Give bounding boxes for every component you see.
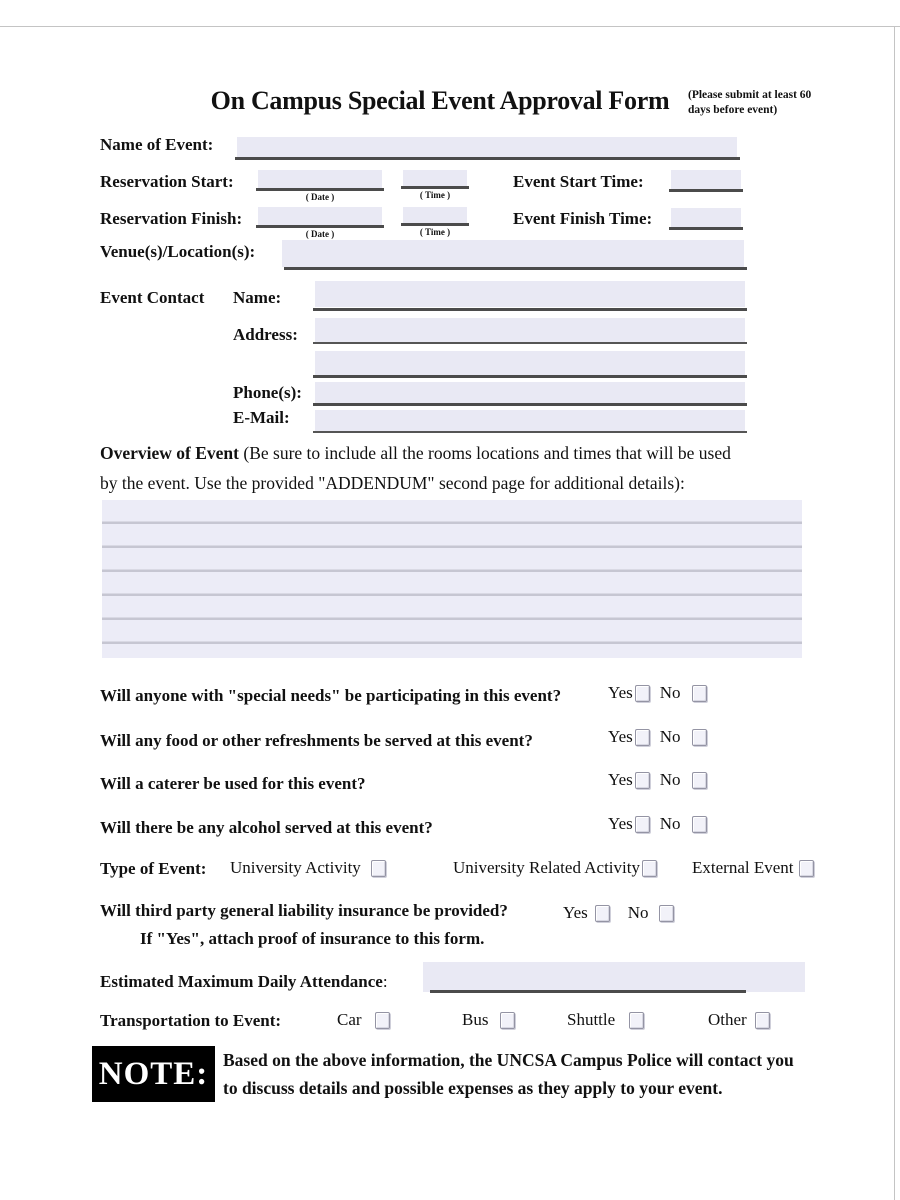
contact-address-line1-underline (313, 342, 747, 344)
attendance-underline (430, 990, 746, 993)
university-related-activity-checkbox[interactable] (642, 860, 657, 877)
question-food: Will any food or other refreshments be served at this event? (100, 731, 533, 750)
event-start-time-underline (669, 189, 743, 192)
university-activity-label: University Activity (230, 858, 361, 877)
attendance-field[interactable] (423, 962, 805, 992)
insurance-no-label: No (627, 903, 649, 922)
food-yes-checkbox[interactable] (635, 729, 650, 746)
note-text-line2: to discuss details and possible expenses as they apply to your event. (223, 1078, 723, 1098)
alcohol-yes-label: Yes (608, 814, 633, 833)
reservation-finish-time-field[interactable] (403, 207, 467, 223)
overview-label: Overview of Event (100, 443, 239, 463)
contact-address-line2-underline (313, 375, 747, 378)
attendance-label: Estimated Maximum Daily Attendance: (100, 972, 388, 991)
special-needs-no-checkbox[interactable] (692, 685, 707, 702)
contact-phone-label: Phone(s): (233, 383, 302, 402)
car-checkbox[interactable] (375, 1012, 390, 1029)
page-border-right (894, 26, 895, 1200)
type-option-external-event (692, 858, 814, 878)
reservation-start-time-field[interactable] (403, 170, 467, 186)
reservation-finish-time-caption: ( Time ) (419, 227, 451, 237)
caterer-yesno-group (608, 770, 707, 790)
submit-deadline-note: (Please submit at least 60 days before event) (688, 89, 812, 116)
bus-label: Bus (462, 1010, 489, 1029)
reservation-start-date-underline (256, 188, 384, 191)
contact-email-label: E-Mail: (233, 408, 290, 427)
contact-email-field[interactable] (315, 410, 745, 431)
alcohol-yes-checkbox[interactable] (635, 816, 650, 833)
reservation-finish-date-underline (256, 225, 384, 228)
type-of-event-label: Type of Event: (100, 859, 207, 878)
transport-option-other (708, 1010, 770, 1030)
event-finish-time-field[interactable] (671, 208, 741, 227)
food-yesno-group (608, 727, 707, 747)
page-title: On Campus Special Event Approval Form (210, 86, 670, 115)
food-yes-label: Yes (608, 727, 633, 746)
contact-name-field[interactable] (315, 281, 745, 307)
special-needs-yesno-group (608, 683, 707, 703)
university-activity-checkbox[interactable] (371, 860, 386, 877)
page-border-top (0, 26, 900, 27)
question-insurance: Will third party general liability insurance be provided? (100, 901, 508, 920)
question-caterer: Will a caterer be used for this event? (100, 774, 366, 793)
reservation-finish-date-caption: ( Date ) (305, 229, 335, 239)
reservation-start-time-caption: ( Time ) (419, 190, 451, 200)
reservation-start-date-caption: ( Date ) (305, 192, 335, 202)
other-label: Other (708, 1010, 747, 1029)
alcohol-no-checkbox[interactable] (692, 816, 707, 833)
contact-phone-underline (313, 403, 747, 406)
bus-checkbox[interactable] (500, 1012, 515, 1029)
contact-phone-field[interactable] (315, 382, 745, 403)
contact-address-line2-field[interactable] (315, 351, 745, 375)
event-start-time-field[interactable] (671, 170, 741, 189)
note-text-line1: Based on the above information, the UNCSA Campus Police will contact you (223, 1050, 794, 1070)
contact-address-label: Address: (233, 325, 298, 344)
special-needs-yes-checkbox[interactable] (635, 685, 650, 702)
reservation-finish-date-field[interactable] (258, 207, 382, 225)
reservation-finish-label: Reservation Finish: (100, 209, 243, 228)
food-no-checkbox[interactable] (692, 729, 707, 746)
contact-name-underline (313, 308, 747, 311)
insurance-yes-checkbox[interactable] (595, 905, 610, 922)
reservation-start-time-underline (401, 186, 469, 189)
contact-address-line1-field[interactable] (315, 318, 745, 342)
question-special-needs: Will anyone with "special needs" be participating in this event? (100, 686, 562, 705)
external-event-label: External Event (692, 858, 794, 877)
caterer-yes-label: Yes (608, 770, 633, 789)
note-badge: NOTE: (92, 1046, 215, 1102)
transportation-label: Transportation to Event: (100, 1011, 282, 1030)
type-option-university-activity (230, 858, 386, 878)
car-label: Car (337, 1010, 362, 1029)
overview-instructions-line2: by the event. Use the provided "ADDENDUM" second page for additional details): (100, 473, 685, 493)
venue-field[interactable] (282, 240, 744, 267)
question-alcohol: Will there be any alcohol served at this event? (100, 818, 433, 837)
special-needs-no-label: No (659, 683, 681, 702)
shuttle-label: Shuttle (567, 1010, 616, 1029)
reservation-finish-time-underline (401, 223, 469, 226)
external-event-checkbox[interactable] (799, 860, 814, 877)
other-checkbox[interactable] (755, 1012, 770, 1029)
caterer-no-label: No (659, 770, 681, 789)
insurance-yes-label: Yes (563, 903, 588, 922)
university-related-activity-label: University Related Activity (453, 858, 640, 877)
venue-underline (284, 267, 747, 270)
insurance-proof-note: If "Yes", attach proof of insurance to this form. (140, 929, 485, 948)
type-option-university-related-activity (453, 858, 657, 878)
event-start-time-label: Event Start Time: (513, 172, 644, 191)
shuttle-checkbox[interactable] (629, 1012, 644, 1029)
caterer-yes-checkbox[interactable] (635, 772, 650, 789)
overview-instructions-line1: Overview of Event (Be sure to include all the rooms locations and times that will be used (100, 443, 731, 463)
transport-option-car (337, 1010, 390, 1030)
food-no-label: No (659, 727, 681, 746)
transport-option-bus (462, 1010, 515, 1030)
name-of-event-label: Name of Event: (100, 135, 214, 154)
caterer-no-checkbox[interactable] (692, 772, 707, 789)
event-finish-time-label: Event Finish Time: (513, 209, 653, 228)
reservation-start-label: Reservation Start: (100, 172, 234, 191)
name-of-event-underline (235, 157, 740, 160)
special-needs-yes-label: Yes (608, 683, 633, 702)
transport-option-shuttle (567, 1010, 644, 1030)
reservation-start-date-field[interactable] (258, 170, 382, 188)
insurance-no-checkbox[interactable] (659, 905, 674, 922)
venue-label: Venue(s)/Location(s): (100, 242, 256, 261)
alcohol-yesno-group (608, 814, 707, 834)
alcohol-no-label: No (659, 814, 681, 833)
insurance-yesno-group (563, 903, 674, 923)
overview-textarea[interactable] (102, 500, 802, 658)
contact-email-underline (313, 431, 747, 433)
name-of-event-field[interactable] (237, 137, 737, 157)
event-finish-time-underline (669, 227, 743, 230)
contact-name-label: Name: (233, 288, 282, 307)
event-contact-label: Event Contact (100, 288, 205, 307)
